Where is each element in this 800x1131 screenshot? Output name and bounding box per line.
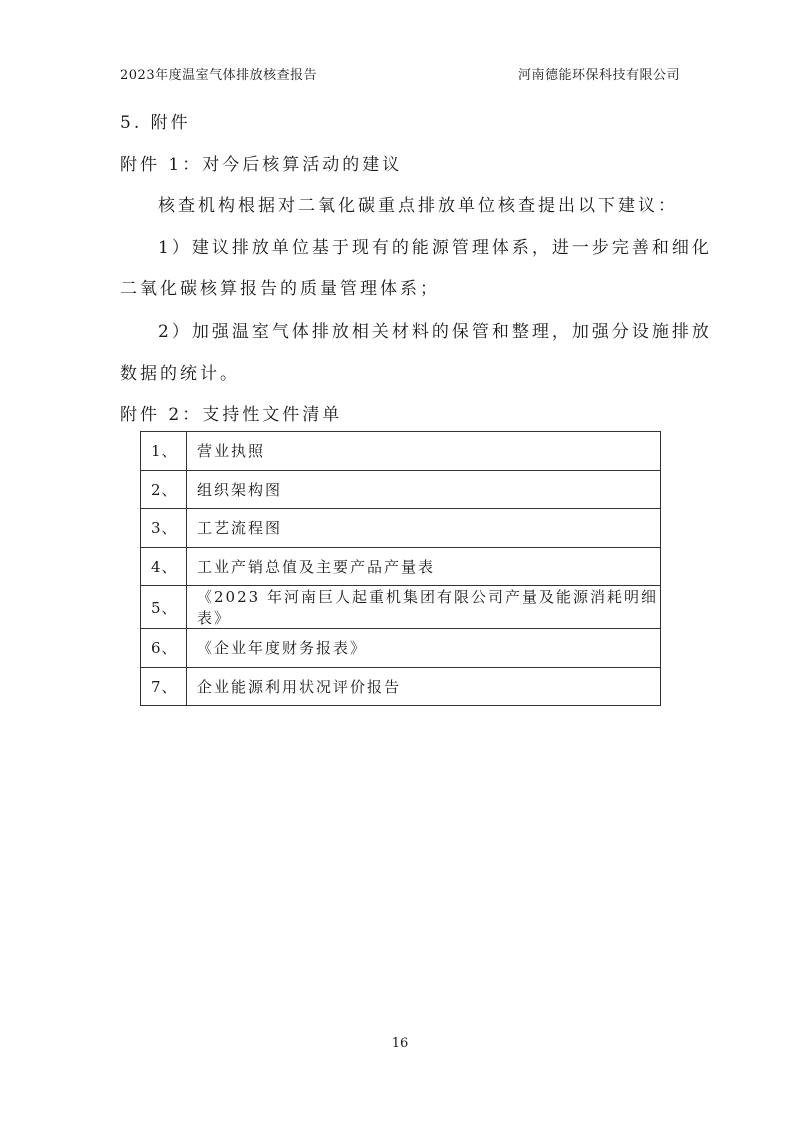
header-report-title: 2023年度温室气体排放核查报告: [120, 68, 318, 83]
row-number: 1、: [141, 432, 187, 471]
table-row: [141, 547, 661, 586]
row-number: 4、: [141, 547, 187, 586]
supporting-documents-table: [140, 431, 661, 706]
suggestion-2-line1: 2）加强温室气体排放相关材料的保管和整理，加强分设施排放: [158, 322, 712, 342]
table-row: [141, 432, 661, 471]
row-number: 7、: [141, 667, 187, 706]
table-row: [141, 629, 661, 668]
row-number: 3、: [141, 509, 187, 548]
attachment1-intro: 核查机构根据对二氧化碳重点排放单位核查提出以下建议：: [158, 196, 678, 216]
table-row: [141, 470, 661, 509]
document-name: 《2023 年河南巨人起重机集团有限公司产量及能源消耗明细表》: [187, 586, 661, 629]
document-name: 工业产销总值及主要产品产量表: [187, 547, 661, 586]
attachment2-title: 附件 2：支持性文件清单: [120, 405, 343, 425]
suggestion-1-line2: 二氧化碳核算报告的质量管理体系；: [120, 279, 440, 299]
document-name: 工艺流程图: [187, 509, 661, 548]
document-name: 《企业年度财务报表》: [187, 629, 661, 668]
document-name: 组织架构图: [187, 470, 661, 509]
table-row: [141, 667, 661, 706]
row-number: 6、: [141, 629, 187, 668]
document-name: 营业执照: [187, 432, 661, 471]
header-company-name: 河南德能环保科技有限公司: [517, 68, 680, 83]
document-name: 企业能源利用状况评价报告: [187, 667, 661, 706]
attachment1-title: 附件 1：对今后核算活动的建议: [120, 155, 403, 175]
section-title: 5. 附件: [120, 113, 191, 133]
suggestion-1-line1: 1）建议排放单位基于现有的能源管理体系，进一步完善和细化: [158, 238, 712, 258]
row-number: 5、: [141, 586, 187, 629]
table-row: [141, 586, 661, 629]
page-number: 16: [391, 1036, 409, 1051]
suggestion-2-line2: 数据的统计。: [120, 364, 240, 384]
table-row: [141, 509, 661, 548]
row-number: 2、: [141, 470, 187, 509]
